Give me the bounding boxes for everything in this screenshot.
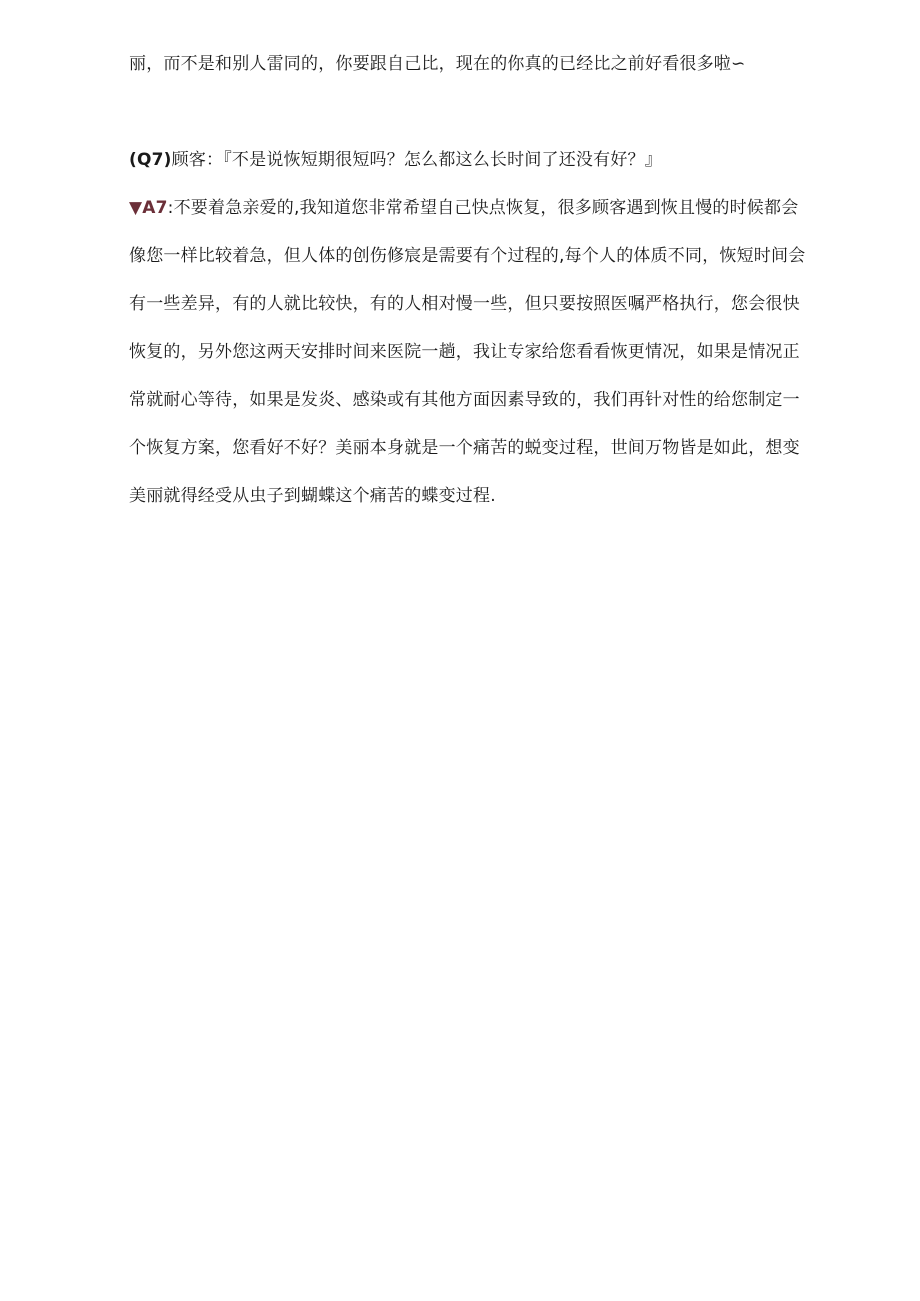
question-line: [129, 148, 793, 172]
answer-paragraph: [129, 196, 806, 508]
answer-text-1: :不要着急亲爱的,我知道您非常希望自己快点恢复，很多顾客遇到恢且慢的时候都会: [167, 198, 799, 218]
answer-marker: ▼A7: [129, 198, 168, 218]
answer-line-6: 个恢复方案，您看好不好？美丽本身就是一个痛苦的蜕变过程，世间万物皆是如此，想变: [129, 438, 800, 458]
answer-line-5: 常就耐心等待，如果是发炎、感染或有其他方面因素导致的，我们再针对性的给您制定一: [129, 390, 800, 410]
answer-line-1: [129, 196, 799, 220]
document-body: [129, 52, 806, 532]
answer-line-2: 像您一样比较着急，但人体的创伤修宸是需要有个过程的,每个人的体质不同，恢短时间会: [129, 246, 806, 266]
question-label: (Q7): [129, 150, 172, 170]
answer-line-4: 恢复的，另外您这两天安排时间来医院一趟，我让专家给您看看恢更情况，如果是情况正: [129, 342, 800, 362]
answer-line-3: 有一些差异，有的人就比较快，有的人相对慢一些，但只要按照医嘱严格执行，您会很快: [129, 294, 800, 314]
question-text: 顾客：『不是说恢短期很短吗？怎么都这么长时间了还没有好？』: [171, 150, 662, 170]
carryover-paragraph-line: 丽，而不是和别人雷同的，你要跟自己比，现在的你真的已经比之前好看很多啦∽: [129, 54, 746, 74]
answer-line-7: 美丽就得经受从虫子到蝴蝶这个痛苦的蝶变过程.: [129, 486, 496, 506]
